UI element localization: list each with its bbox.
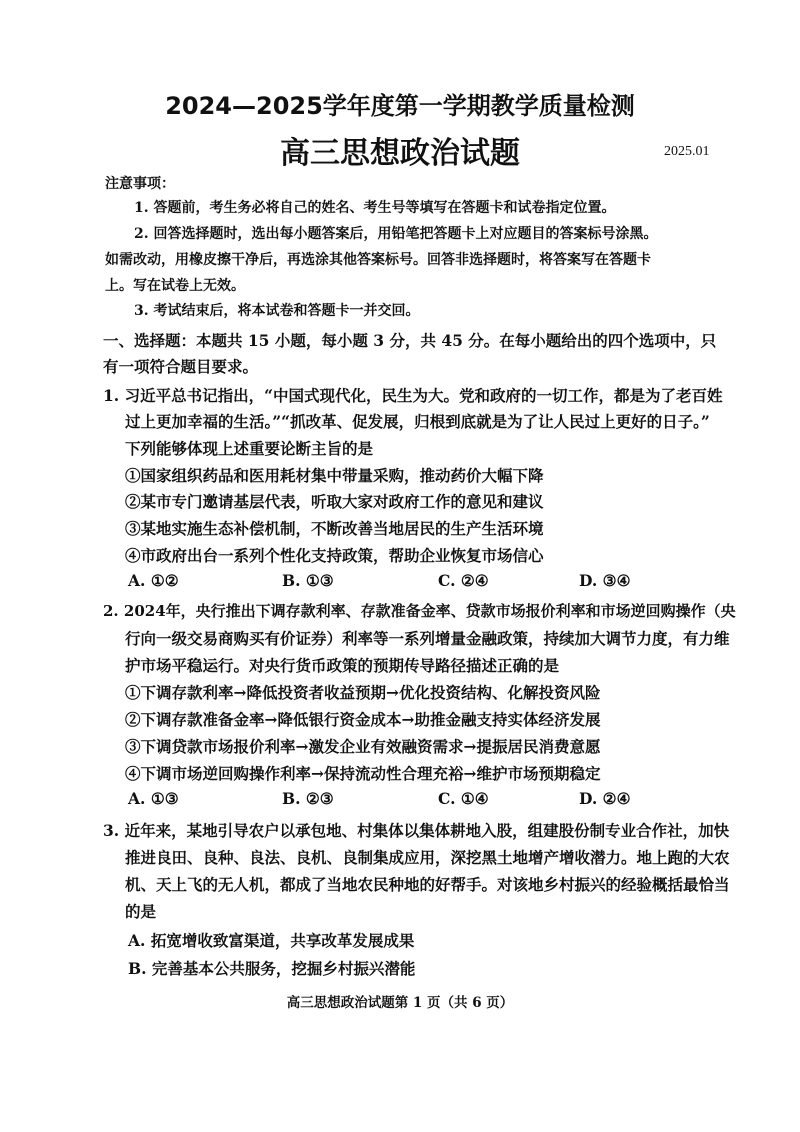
exam-date: 2025.01 bbox=[664, 144, 710, 159]
section-heading: 一、选择题：本题共 15 小题，每小题 3 分，共 45 分。在每小题给出的四个选项中，只 bbox=[103, 331, 717, 350]
notice-item-2-cont: 如需改动，用橡皮擦干净后，再选涂其他答案标号。回答非选择题时，将答案写在答题卡 bbox=[105, 252, 651, 268]
question-2-stem: 2. 2024年，央行推出下调存款利率、存款准备金率、贷款市场报价利率和市场逆回购操作（央 bbox=[103, 602, 736, 620]
question-3-stem-cont-2: 机、天上飞的无人机，都成了当地农民种地的好帮手。对该地乡村振兴的经验概括最恰当 bbox=[125, 875, 730, 894]
question-3-option-a: A. 拓宽增收致富渠道，共享改革发展成果 bbox=[128, 931, 415, 950]
question-2-stem-cont: 行向一级交易商购买有价证券）利率等一系列增量金融政策，持续加大调节力度，有力维 bbox=[125, 629, 730, 648]
question-1-statement-3: ③某地实施生态补偿机制，不断改善当地居民的生产生活环境 bbox=[125, 519, 544, 538]
exam-title-line1: 2024—2025学年度第一学期教学质量检测 bbox=[165, 92, 635, 120]
notice-item-1: 1. 答题前，考生务必将自己的姓名、考生号等填写在答题卡和试卷指定位置。 bbox=[134, 200, 616, 216]
question-1-option-a: A. ①② bbox=[128, 571, 179, 590]
question-1-stem-cont: 过上更加幸福的生活。”“抓改革、促发展，归根到底就是为了让人民过上更好的日子。” bbox=[125, 412, 710, 431]
question-1-option-c: C. ②④ bbox=[438, 571, 489, 590]
question-1-stem: 1. 习近平总书记指出，“中国式现代化，民生为大。党和政府的一切工作，都是为了老百姓 bbox=[103, 386, 723, 405]
question-2-option-d: D. ②④ bbox=[579, 789, 631, 808]
page-footer: 高三思想政治试题第 1 页（共 6 页） bbox=[286, 995, 514, 1011]
question-1-prompt: 下列能够体现上述重要论断主旨的是 bbox=[125, 439, 374, 458]
question-1-option-b: B. ①③ bbox=[282, 571, 334, 590]
question-2-statement-3: ③下调贷款市场报价利率→激发企业有效融资需求→提振居民消费意愿 bbox=[125, 737, 601, 756]
notice-item-2: 2. 回答选择题时，选出每小题答案后，用铅笔把答题卡上对应题目的答案标号涂黑。 bbox=[134, 226, 658, 242]
question-1-option-d: D. ③④ bbox=[579, 571, 631, 590]
question-2-statement-4: ④下调市场逆回购操作利率→保持流动性合理充裕→维护市场预期稳定 bbox=[125, 764, 601, 783]
question-2-statement-2: ②下调存款准备金率→降低银行资金成本→助推金融支持实体经济发展 bbox=[125, 710, 601, 729]
question-1-statement-1: ①国家组织药品和医用耗材集中带量采购，推动药价大幅下降 bbox=[125, 466, 544, 485]
exam-title: 高三思想政治试题 bbox=[280, 136, 520, 171]
question-2-statement-1: ①下调存款利率→降低投资者收益预期→优化投资结构、化解投资风险 bbox=[125, 683, 601, 702]
question-2-prompt: 护市场平稳运行。对央行货币政策的预期传导路径描述正确的是 bbox=[125, 656, 560, 675]
question-3-stem-cont: 推进良田、良种、良法、良机、良制集成应用，深挖黑土地增产增收潜力。地上跑的大农 bbox=[125, 848, 730, 867]
notice-item-2-end: 上。写在试卷上无效。 bbox=[105, 278, 245, 294]
question-3-prompt: 的是 bbox=[125, 902, 157, 921]
question-1-statement-4: ④市政府出台一系列个性化支持政策，帮助企业恢复市场信心 bbox=[125, 546, 544, 565]
section-heading-cont: 有一项符合题目要求。 bbox=[103, 357, 259, 376]
question-2-option-c: C. ①④ bbox=[438, 789, 489, 808]
question-2-option-b: B. ②③ bbox=[282, 789, 334, 808]
question-2-option-a: A. ①③ bbox=[128, 789, 179, 808]
notice-item-3: 3. 考试结束后，将本试卷和答题卡一并交回。 bbox=[134, 303, 420, 319]
question-1-statement-2: ②某市专门邀请基层代表，听取大家对政府工作的意见和建议 bbox=[125, 492, 544, 511]
question-3-stem: 3. 近年来，某地引导农户以承包地、村集体以集体耕地入股，组建股份制专业合作社，加快 bbox=[103, 821, 730, 840]
question-3-option-b: B. 完善基本公共服务，挖掘乡村振兴潜能 bbox=[128, 959, 416, 978]
notice-heading: 注意事项： bbox=[105, 176, 175, 192]
